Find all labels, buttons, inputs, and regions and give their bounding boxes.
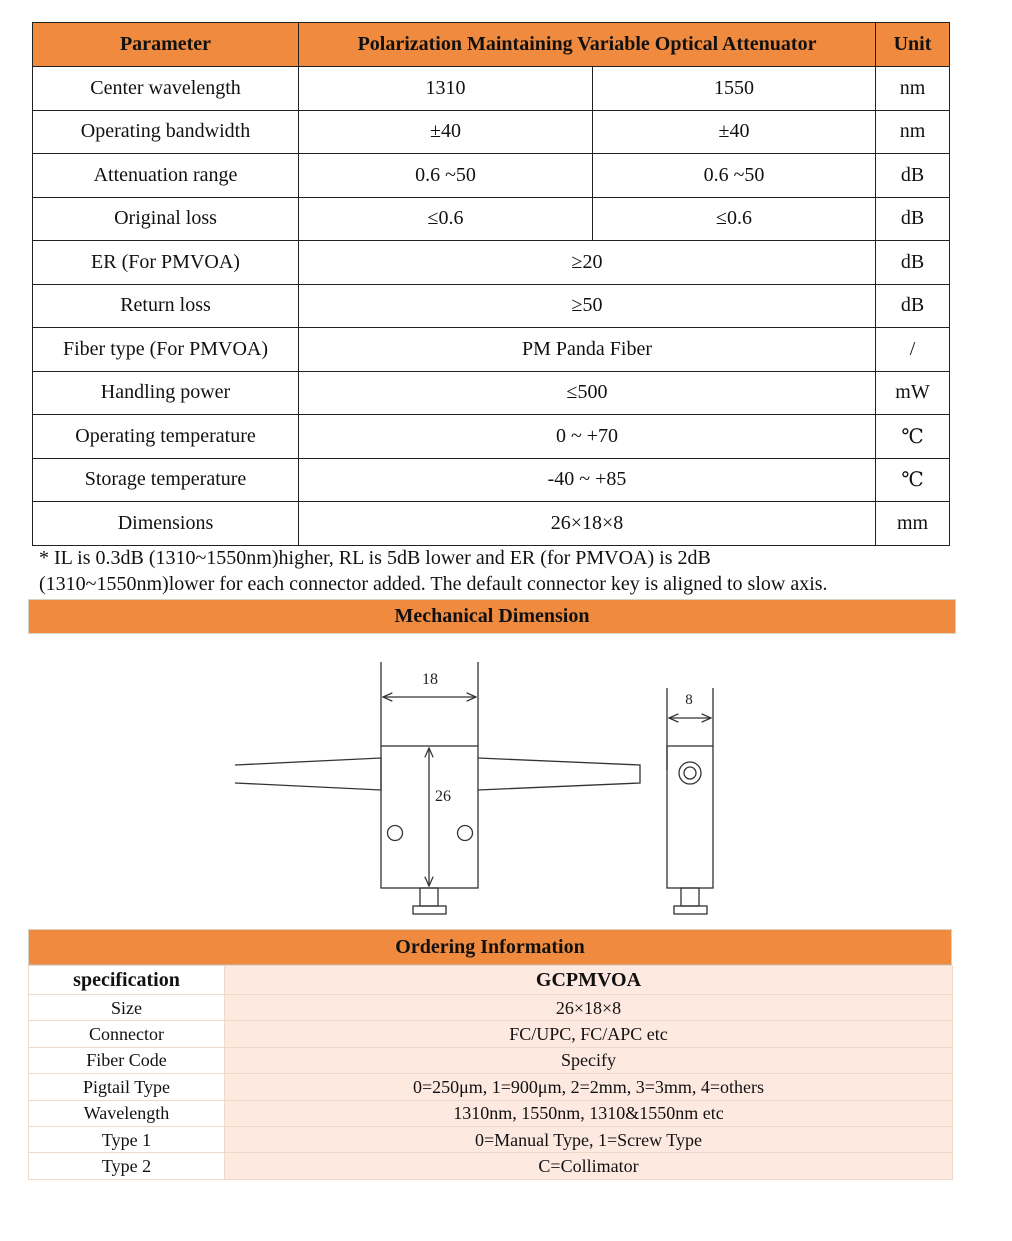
- unit-cell: nm: [876, 67, 950, 111]
- table-row: [29, 1074, 953, 1100]
- value-1310-cell: ±40: [299, 110, 593, 154]
- spec-header-row: [33, 23, 950, 67]
- parameter-header: Parameter: [33, 23, 299, 67]
- param-cell: ER (For PMVOA): [33, 241, 299, 285]
- table-row: [33, 502, 950, 546]
- value-1310-cell: 1310: [299, 67, 593, 111]
- footnote-line-1: * IL is 0.3dB (1310~1550nm)higher, RL is 5dB lower and ER (for PMVOA) is 2dB: [39, 547, 711, 569]
- fiber-port-outer: [679, 762, 701, 784]
- ordering-label: Pigtail Type: [29, 1074, 225, 1100]
- value-cell: 26×18×8: [299, 502, 876, 546]
- ordering-value: 1310nm, 1550nm, 1310&1550nm etc: [225, 1100, 953, 1126]
- table-row: [33, 197, 950, 241]
- table-row: [33, 110, 950, 154]
- unit-cell: /: [876, 328, 950, 372]
- param-cell: Attenuation range: [33, 154, 299, 198]
- width-dimension-label: 18: [422, 671, 438, 688]
- value-1310-cell: ≤0.6: [299, 197, 593, 241]
- param-cell: Storage temperature: [33, 458, 299, 502]
- adjust-knob: [420, 888, 438, 906]
- unit-cell: ℃: [876, 458, 950, 502]
- value-cell: ≤500: [299, 371, 876, 415]
- unit-cell: dB: [876, 197, 950, 241]
- left-pigtail: [235, 758, 381, 790]
- ordering-information-title: Ordering Information: [28, 929, 952, 966]
- value-cell: PM Panda Fiber: [299, 328, 876, 372]
- screw-hole: [388, 826, 403, 841]
- value-1550-cell: 1550: [593, 67, 876, 111]
- table-row: [29, 995, 953, 1021]
- unit-header: Unit: [876, 23, 950, 67]
- ordering-label: Wavelength: [29, 1100, 225, 1126]
- table-row: [33, 67, 950, 111]
- depth-dimension-label: 8: [685, 692, 693, 708]
- unit-cell: mm: [876, 502, 950, 546]
- table-row: [29, 1100, 953, 1126]
- spec-table: [32, 22, 950, 546]
- table-row: [33, 415, 950, 459]
- table-row: [33, 154, 950, 198]
- value-1550-cell: ±40: [593, 110, 876, 154]
- ordering-header-row: [29, 966, 953, 995]
- ordering-label: Fiber Code: [29, 1047, 225, 1073]
- unit-cell: dB: [876, 154, 950, 198]
- value-cell: ≥20: [299, 241, 876, 285]
- ordering-label: Type 1: [29, 1126, 225, 1152]
- height-dimension-label: 26: [435, 788, 451, 805]
- ordering-value: Specify: [225, 1047, 953, 1073]
- ordering-value: 0=250μm, 1=900μm, 2=2mm, 3=3mm, 4=others: [225, 1074, 953, 1100]
- side-view: [667, 688, 713, 914]
- ordering-table: [28, 965, 953, 1180]
- unit-cell: mW: [876, 371, 950, 415]
- unit-cell: dB: [876, 241, 950, 285]
- param-cell: Return loss: [33, 284, 299, 328]
- screw-hole: [458, 826, 473, 841]
- param-cell: Operating bandwidth: [33, 110, 299, 154]
- product-header: Polarization Maintaining Variable Optical Attenuator: [299, 23, 876, 67]
- param-cell: Original loss: [33, 197, 299, 241]
- footnote-line-2: (1310~1550nm)lower for each connector added. The default connector key is aligned to slow axis.: [39, 573, 828, 595]
- table-row: [29, 1126, 953, 1152]
- unit-cell: nm: [876, 110, 950, 154]
- value-cell: ≥50: [299, 284, 876, 328]
- table-row: [29, 1047, 953, 1073]
- mechanical-drawing: [0, 650, 1012, 925]
- table-row: [33, 458, 950, 502]
- value-cell: -40 ~ +85: [299, 458, 876, 502]
- ordering-value: 0=Manual Type, 1=Screw Type: [225, 1126, 953, 1152]
- value-1310-cell: 0.6 ~50: [299, 154, 593, 198]
- right-pigtail: [478, 758, 640, 790]
- ordering-label: Type 2: [29, 1153, 225, 1179]
- ordering-label: Connector: [29, 1021, 225, 1047]
- table-row: [33, 284, 950, 328]
- ordering-value: C=Collimator: [225, 1153, 953, 1179]
- ordering-label: Size: [29, 995, 225, 1021]
- value-1550-cell: ≤0.6: [593, 197, 876, 241]
- unit-cell: dB: [876, 284, 950, 328]
- table-row: [29, 1153, 953, 1179]
- footnote: [39, 545, 969, 597]
- param-cell: Fiber type (For PMVOA): [33, 328, 299, 372]
- ordering-value: 26×18×8: [225, 995, 953, 1021]
- param-cell: Handling power: [33, 371, 299, 415]
- param-cell: Operating temperature: [33, 415, 299, 459]
- table-row: [29, 1021, 953, 1047]
- value-1550-cell: 0.6 ~50: [593, 154, 876, 198]
- ordering-value: FC/UPC, FC/APC etc: [225, 1021, 953, 1047]
- value-cell: 0 ~ +70: [299, 415, 876, 459]
- fiber-port-inner: [684, 767, 696, 779]
- table-row: [33, 371, 950, 415]
- param-cell: Center wavelength: [33, 67, 299, 111]
- unit-cell: ℃: [876, 415, 950, 459]
- table-row: [33, 328, 950, 372]
- table-row: [33, 241, 950, 285]
- mechanical-dimension-title: Mechanical Dimension: [28, 599, 956, 634]
- specification-label: specification: [29, 966, 225, 995]
- model-code: GCPMVOA: [225, 966, 953, 995]
- param-cell: Dimensions: [33, 502, 299, 546]
